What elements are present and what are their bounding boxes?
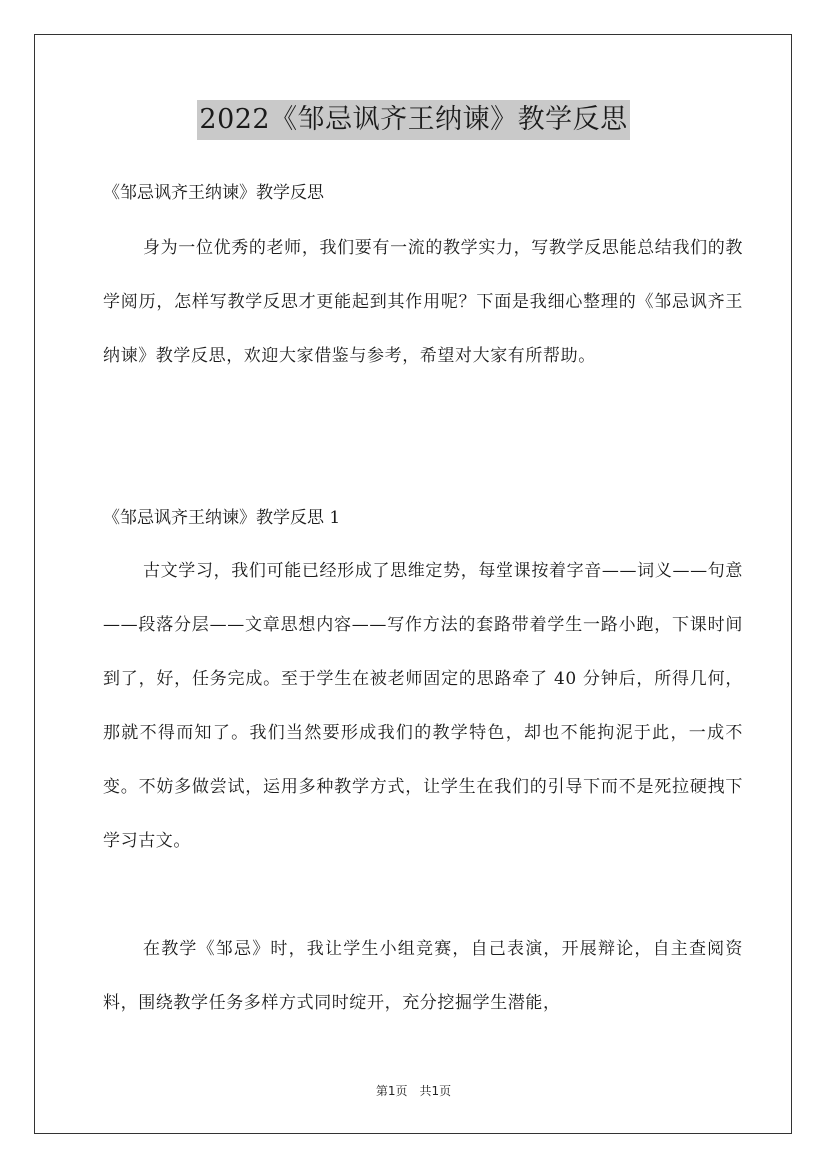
section-1-paragraph-2: 在教学《邹忌》时，我让学生小组竞赛，自己表演，开展辩论，自主查阅资料，围绕教学任务多样方式同时绽开，充分挖掘学生潜能，: [103, 939, 743, 1013]
title-container: [0, 100, 827, 140]
document-title: 2022《邹忌讽齐王纳谏》教学反思: [197, 100, 629, 140]
section-1-subheading: 《邹忌讽齐王纳谏》教学反思 1: [103, 508, 341, 528]
intro-paragraph: 身为一位优秀的老师，我们要有一流的教学实力，写教学反思能总结我们的教学阅历，怎样写教学反思才更能起到其作用呢？下面是我细心整理的《邹忌讽齐王纳谏》教学反思，欢迎大家借鉴与参考，希望对大家有所帮助。: [103, 238, 743, 366]
page-footer: 第1页 共1页: [375, 1084, 452, 1098]
section-1-paragraph: 古文学习，我们可能已经形成了思维定势，每堂课按着字音——词义——句意——段落分层——文章思想内容——写作方法的套路带着学生一路小跑，下课时间到了，好，任务完成。至于学生在被老师固定的思路牵了 40 分钟后，所得几何，那就不得而知了。我们当然要形成我们的教学特色，却也不能拘泥于此，一成不变。不妨多做尝试，运用多种教学方式，让学生在我们的引导下而不是死拉硬拽下学习古文。: [103, 561, 743, 851]
intro-subheading: 《邹忌讽齐王纳谏》教学反思: [103, 183, 324, 203]
